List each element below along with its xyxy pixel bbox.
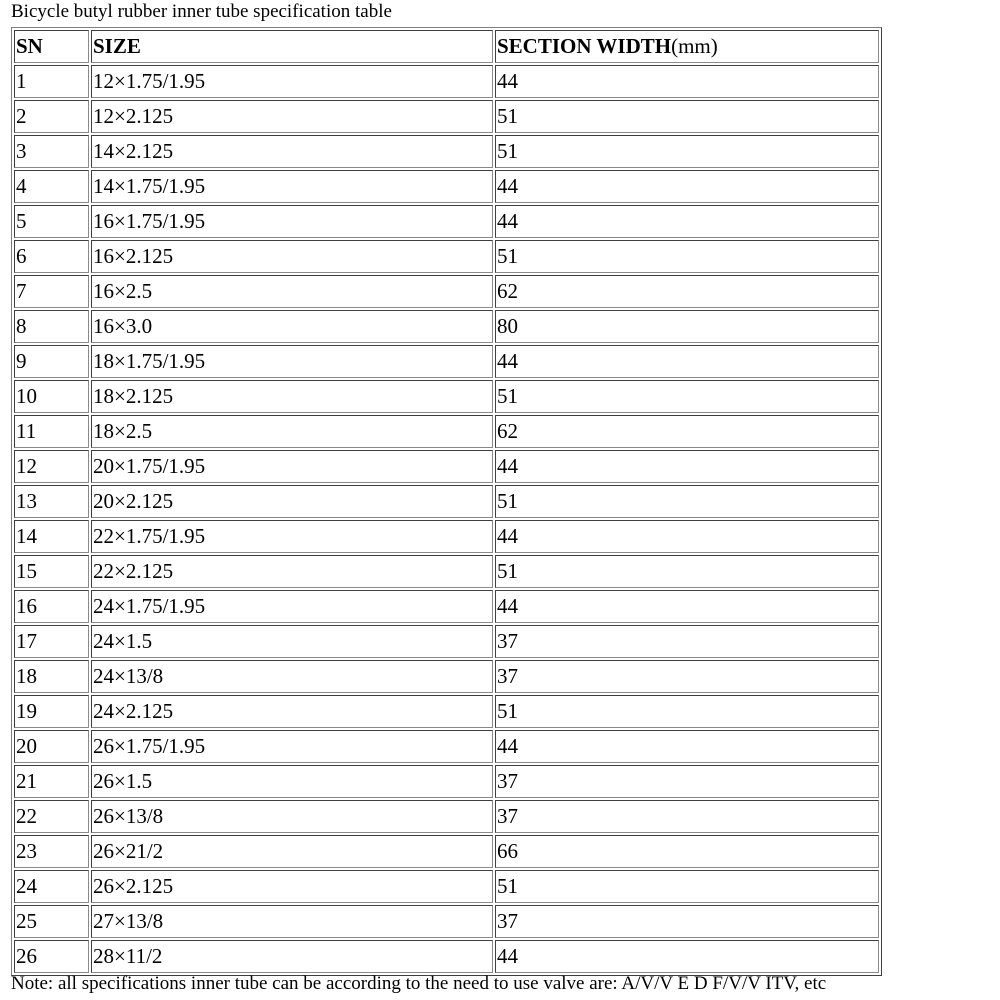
cell-sn: 5: [14, 205, 89, 238]
cell-sn: 8: [14, 310, 89, 343]
cell-sn: 6: [14, 240, 89, 273]
cell-section-width: 66: [495, 835, 879, 868]
cell-section-width: 62: [495, 275, 879, 308]
table-row: [14, 485, 879, 518]
cell-sn: 14: [14, 520, 89, 553]
table-row: [14, 310, 879, 343]
cell-section-width: 37: [495, 625, 879, 658]
cell-size: 27×13/8: [91, 905, 493, 938]
table-row: [14, 380, 879, 413]
cell-sn: 4: [14, 170, 89, 203]
table-row: [14, 555, 879, 588]
cell-size: 26×21/2: [91, 835, 493, 868]
cell-size: 22×2.125: [91, 555, 493, 588]
cell-size: 20×1.75/1.95: [91, 450, 493, 483]
table-row: [14, 275, 879, 308]
cell-sn: 1: [14, 65, 89, 98]
cell-size: 26×2.125: [91, 870, 493, 903]
header-section-width-label: SECTION WIDTH: [497, 34, 672, 58]
table-row: [14, 345, 879, 378]
cell-size: 28×11/2: [91, 940, 493, 973]
cell-size: 18×1.75/1.95: [91, 345, 493, 378]
cell-section-width: 51: [495, 555, 879, 588]
cell-section-width: 37: [495, 660, 879, 693]
cell-section-width: 62: [495, 415, 879, 448]
cell-section-width: 51: [495, 380, 879, 413]
table-header-row: [14, 30, 879, 63]
cell-section-width: 51: [495, 100, 879, 133]
table-row: [14, 135, 879, 168]
cell-sn: 9: [14, 345, 89, 378]
table-row: [14, 170, 879, 203]
cell-sn: 15: [14, 555, 89, 588]
cell-size: 16×1.75/1.95: [91, 205, 493, 238]
table-row: [14, 415, 879, 448]
cell-size: 22×1.75/1.95: [91, 520, 493, 553]
cell-size: 26×1.5: [91, 765, 493, 798]
cell-size: 24×1.5: [91, 625, 493, 658]
spec-table: [11, 27, 882, 976]
table-row: [14, 940, 879, 973]
cell-size: 16×2.125: [91, 240, 493, 273]
table-row: [14, 65, 879, 98]
cell-sn: 17: [14, 625, 89, 658]
table-row: [14, 730, 879, 763]
cell-size: 18×2.125: [91, 380, 493, 413]
cell-sn: 3: [14, 135, 89, 168]
cell-size: 12×2.125: [91, 100, 493, 133]
table-row: [14, 835, 879, 868]
cell-section-width: 44: [495, 590, 879, 623]
cell-size: 24×13/8: [91, 660, 493, 693]
cell-size: 26×1.75/1.95: [91, 730, 493, 763]
cell-sn: 7: [14, 275, 89, 308]
cell-section-width: 51: [495, 485, 879, 518]
cell-size: 18×2.5: [91, 415, 493, 448]
cell-section-width: 37: [495, 765, 879, 798]
cell-sn: 22: [14, 800, 89, 833]
cell-sn: 18: [14, 660, 89, 693]
cell-section-width: 51: [495, 240, 879, 273]
cell-size: 26×13/8: [91, 800, 493, 833]
table-row: [14, 695, 879, 728]
table-caption: Bicycle butyl rubber inner tube specification table: [11, 1, 392, 22]
cell-section-width: 44: [495, 205, 879, 238]
table-row: [14, 590, 879, 623]
cell-section-width: 37: [495, 905, 879, 938]
table-row: [14, 905, 879, 938]
cell-sn: 23: [14, 835, 89, 868]
cell-sn: 24: [14, 870, 89, 903]
table-row: [14, 765, 879, 798]
cell-sn: 16: [14, 590, 89, 623]
cell-size: 24×1.75/1.95: [91, 590, 493, 623]
cell-sn: 12: [14, 450, 89, 483]
cell-section-width: 44: [495, 345, 879, 378]
cell-sn: 2: [14, 100, 89, 133]
header-section-width-unit: (mm): [671, 34, 718, 58]
cell-section-width: 51: [495, 135, 879, 168]
cell-size: 16×3.0: [91, 310, 493, 343]
cell-size: 14×1.75/1.95: [91, 170, 493, 203]
cell-section-width: 44: [495, 520, 879, 553]
header-size: SIZE: [91, 30, 493, 63]
table-row: [14, 240, 879, 273]
cell-section-width: 44: [495, 170, 879, 203]
cell-size: 20×2.125: [91, 485, 493, 518]
cell-sn: 20: [14, 730, 89, 763]
cell-sn: 26: [14, 940, 89, 973]
header-sn: SN: [14, 30, 89, 63]
table-row: [14, 205, 879, 238]
cell-section-width: 37: [495, 800, 879, 833]
table-body: [14, 65, 879, 973]
cell-sn: 19: [14, 695, 89, 728]
table-row: [14, 450, 879, 483]
cell-sn: 25: [14, 905, 89, 938]
cell-size: 12×1.75/1.95: [91, 65, 493, 98]
header-section-width: [495, 30, 879, 63]
cell-section-width: 44: [495, 730, 879, 763]
cell-section-width: 51: [495, 870, 879, 903]
cell-size: 24×2.125: [91, 695, 493, 728]
cell-sn: 13: [14, 485, 89, 518]
cell-section-width: 44: [495, 450, 879, 483]
cell-section-width: 44: [495, 65, 879, 98]
table-row: [14, 100, 879, 133]
cell-section-width: 44: [495, 940, 879, 973]
cell-sn: 21: [14, 765, 89, 798]
table-row: [14, 625, 879, 658]
cell-sn: 10: [14, 380, 89, 413]
table-row: [14, 520, 879, 553]
cell-size: 14×2.125: [91, 135, 493, 168]
table-row: [14, 870, 879, 903]
cell-sn: 11: [14, 415, 89, 448]
table-row: [14, 660, 879, 693]
cell-section-width: 80: [495, 310, 879, 343]
footnote: Note: all specifications inner tube can be according to the need to use valve are: A/V/V E D F/V/V ITV, etc: [11, 973, 827, 994]
cell-size: 16×2.5: [91, 275, 493, 308]
cell-section-width: 51: [495, 695, 879, 728]
table-row: [14, 800, 879, 833]
